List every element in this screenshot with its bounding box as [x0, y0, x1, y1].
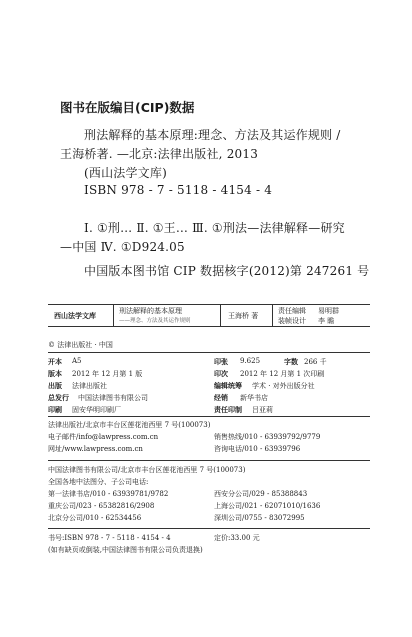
branch-phone: 重庆公司/023 - 65382816/2908: [48, 502, 155, 510]
branches-heading: 全国各地中法图分、子公司电话:: [48, 478, 149, 486]
spec-label: 印张: [214, 358, 228, 366]
cip-series-line: (西山法学文库): [84, 166, 167, 180]
spec-value: 学术 · 对外出版分社: [252, 382, 315, 390]
branch-phone: 西安分公司/029 - 85388843: [214, 490, 308, 498]
copyright-line: © 法律出版社 · 中国: [48, 341, 113, 349]
banner-divider: [113, 304, 114, 326]
banner-designer-label: 装帧设计: [278, 317, 306, 325]
isbn-line: 书号:ISBN 978 - 7 - 5118 - 4154 - 4: [48, 534, 171, 542]
cip-author-line: 王海桥著. —北京:法律出版社, 2013: [60, 147, 259, 161]
publisher-address: 法律出版社/北京市丰台区莲花池西里 7 号(100073): [48, 421, 211, 429]
banner-editor-label: 责任编辑: [278, 307, 306, 315]
cip-isbn-line: ISBN 978 - 7 - 5118 - 4154 - 4: [84, 183, 273, 197]
spec-value: 2012 年 12 月第 1 次印刷: [240, 370, 325, 378]
cip-title-line: 刑法解释的基本原理:理念、方法及其运作规则 /: [84, 128, 341, 142]
cip-record-number: 中国版本图书馆 CIP 数据核字(2012)第 247261 号: [84, 264, 370, 278]
spec-value: 266 千: [304, 358, 327, 366]
spec-label: 字数: [284, 358, 298, 366]
branch-phone: 第一法律书店/010 - 63939781/9782: [48, 490, 169, 498]
spec-value: 2012 年 12 月第 1 版: [72, 370, 143, 378]
spec-label: 印次: [214, 370, 228, 378]
spec-label: 出版: [48, 382, 62, 390]
spec-label: 总发行: [48, 394, 69, 402]
banner-divider: [220, 304, 221, 326]
return-notice: (如有缺页或倒装,中国法律图书有限公司负责退换): [48, 546, 203, 554]
spec-label: 经销: [214, 394, 228, 402]
banner-series: 西山法学文库: [54, 312, 96, 320]
spec-label: 编辑统筹: [214, 382, 242, 390]
branch-phone: 北京分公司/010 - 62534456: [48, 514, 142, 522]
branch-phone: 深圳公司/0755 - 83072995: [214, 514, 305, 522]
spec-value: 吕亚莉: [252, 406, 273, 414]
banner-top-rule: [48, 304, 370, 305]
spec-value: A5: [72, 357, 82, 365]
spec-value: 9.625: [240, 357, 261, 365]
footer-top-rule: [48, 528, 370, 529]
spec-label: 印刷: [48, 406, 62, 414]
banner-author: 王海桥 著: [228, 312, 259, 320]
spec-value: 法律出版社: [72, 382, 107, 390]
spec-value: 固安华明印刷厂: [72, 406, 121, 414]
spec-value: 中国法律图书有限公司: [78, 394, 148, 402]
cip-classification-line-2: —中国 Ⅳ. ①D924.05: [60, 240, 185, 254]
banner-divider: [272, 304, 273, 326]
banner-subtitle: ——理念、方法及其运作规则: [119, 318, 191, 324]
spec-label: 版本: [48, 370, 62, 378]
cip-heading: 图书在版编目(CIP)数据: [60, 100, 195, 115]
banner-editor: 易明群: [318, 307, 339, 315]
spec-label: 开本: [48, 358, 62, 366]
banner-designer: 李 瞻: [318, 317, 335, 325]
banner-book-title: 刑法解释的基本原理: [119, 307, 182, 315]
publisher-sales-hotline: 销售热线/010 - 63939792/9779: [214, 433, 321, 441]
distributor-address: 中国法律图书有限公司/北京市丰台区莲花池西里 7 号(100073): [48, 466, 246, 474]
publisher-website: 网址/www.lawpress.com.cn: [48, 445, 143, 453]
distributor-top-rule: [48, 460, 370, 461]
spec-value: 新华书店: [240, 394, 268, 402]
publisher-top-rule: [48, 416, 370, 417]
banner-bottom-rule: [48, 326, 370, 327]
publisher-consult-phone: 咨询电话/010 - 63939796: [214, 445, 301, 453]
branch-phone: 上海公司/021 - 62071010/1636: [214, 502, 321, 510]
price-line: 定价:33.00 元: [214, 534, 260, 542]
specs-top-rule: [48, 352, 370, 353]
publisher-email: 电子邮件/info@lawpress.com.cn: [48, 433, 159, 441]
spec-label: 责任印制: [214, 406, 242, 414]
cip-classification-line: Ⅰ. ①刑… Ⅱ. ①王… Ⅲ. ①刑法—法律解释—研究: [84, 221, 345, 235]
